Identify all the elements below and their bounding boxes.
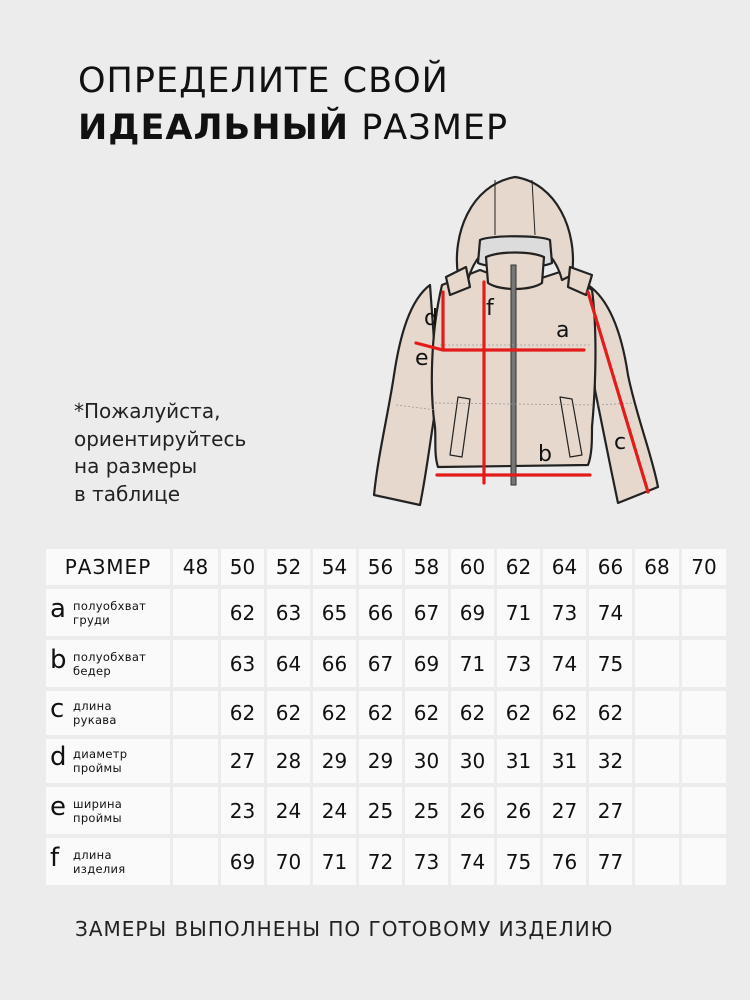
header-size: 60 (451, 549, 494, 585)
table-cell: 73 (405, 838, 448, 885)
table-cell: 77 (589, 838, 632, 885)
size-note (74, 398, 246, 508)
table-cell: 30 (451, 739, 494, 783)
table-cell (173, 787, 218, 834)
header-size: 52 (267, 549, 310, 585)
table-cell (173, 691, 218, 735)
row-label (46, 787, 170, 834)
table-cell (635, 640, 679, 687)
table-cell (173, 640, 218, 687)
table-cell: 62 (267, 691, 310, 735)
table-cell: 62 (451, 691, 494, 735)
header-size: 68 (635, 549, 679, 585)
note-line: *Пожалуйста, (74, 399, 221, 423)
header-size: 66 (589, 549, 632, 585)
row-letter: c (50, 694, 65, 724)
row-label (46, 838, 170, 885)
table-cell (635, 691, 679, 735)
table-cell: 32 (589, 739, 632, 783)
label-d: d (424, 306, 438, 331)
header-size: 64 (543, 549, 586, 585)
label-e: e (415, 346, 429, 371)
table-cell: 74 (589, 589, 632, 636)
header-size: 48 (173, 549, 218, 585)
table-cell: 30 (405, 739, 448, 783)
table-cell (682, 691, 726, 735)
row-label (46, 640, 170, 687)
table-cell: 62 (543, 691, 586, 735)
table-cell: 62 (589, 691, 632, 735)
row-desc: длина (73, 699, 112, 713)
label-a: a (556, 318, 570, 343)
row-desc: полуобхват (73, 649, 147, 664)
table-cell: 69 (221, 838, 264, 885)
table-cell: 62 (405, 691, 448, 735)
table-cell (635, 787, 679, 834)
table-cell (682, 640, 726, 687)
table-cell: 63 (267, 589, 310, 636)
row-label (46, 691, 170, 735)
row-letter: a (50, 593, 66, 624)
table-cell: 24 (267, 787, 310, 834)
table-cell: 73 (497, 640, 540, 687)
header-size: 56 (359, 549, 402, 585)
table-cell: 62 (221, 589, 264, 636)
note-line: ориентируйтесь (74, 426, 247, 451)
row-letter: e (50, 791, 66, 822)
title-bold-word: ИДЕАЛЬНЫЙ (78, 108, 350, 148)
header-size: 54 (313, 549, 356, 585)
row-desc: рукава (73, 713, 117, 727)
note-line: на размеры (74, 454, 198, 478)
table-cell: 64 (267, 640, 310, 687)
row-desc: проймы (73, 810, 122, 825)
table-row (46, 787, 726, 834)
table-cell: 70 (267, 838, 310, 885)
table-cell: 76 (543, 838, 586, 885)
table-cell: 27 (221, 739, 264, 783)
table-cell: 71 (451, 640, 494, 687)
row-desc: длина (73, 847, 112, 862)
table-cell: 62 (221, 691, 264, 735)
page-title (78, 58, 508, 152)
row-desc: диаметр (73, 747, 128, 761)
table-cell: 63 (221, 640, 264, 687)
row-label (46, 739, 170, 783)
table-cell: 28 (267, 739, 310, 783)
table-cell: 71 (497, 589, 540, 636)
label-b: b (538, 442, 552, 467)
table-cell: 75 (497, 838, 540, 885)
table-cell (682, 739, 726, 783)
table-cell: 27 (589, 787, 632, 834)
table-cell (682, 838, 726, 885)
jacket-measurement-diagram (370, 165, 680, 515)
row-desc: полуобхват (73, 598, 147, 613)
header-size: 62 (497, 549, 540, 585)
table-cell: 62 (359, 691, 402, 735)
table-cell: 66 (313, 640, 356, 687)
row-desc: груди (73, 612, 111, 627)
table-cell: 67 (405, 589, 448, 636)
row-letter: b (50, 644, 67, 675)
table-cell: 74 (543, 640, 586, 687)
table-cell: 69 (451, 589, 494, 636)
table-header-row (46, 549, 726, 585)
table-cell (635, 838, 679, 885)
table-cell: 67 (359, 640, 402, 687)
row-desc: бедер (73, 663, 111, 678)
table-cell: 75 (589, 640, 632, 687)
header-size: 58 (405, 549, 448, 585)
row-desc: проймы (73, 761, 122, 775)
table-cell: 62 (497, 691, 540, 735)
measurement-footnote: ЗАМЕРЫ ВЫПОЛНЕНЫ ПО ГОТОВОМУ ИЗДЕЛИЮ (75, 917, 614, 941)
table-row (46, 739, 726, 783)
note-line: в таблице (74, 481, 181, 506)
row-desc: ширина (73, 796, 123, 811)
table-cell: 23 (221, 787, 264, 834)
table-cell: 31 (543, 739, 586, 783)
table-cell (173, 589, 218, 636)
table-cell: 29 (359, 739, 402, 783)
table-cell: 72 (359, 838, 402, 885)
table-cell: 69 (405, 640, 448, 687)
table-cell (635, 589, 679, 636)
table-cell: 73 (543, 589, 586, 636)
table-row (46, 691, 726, 735)
table-cell (173, 838, 218, 885)
table-row (46, 838, 726, 885)
label-f: f (486, 296, 494, 321)
table-cell (173, 739, 218, 783)
label-c: c (614, 430, 627, 455)
table-cell: 25 (405, 787, 448, 834)
table-cell: 71 (313, 838, 356, 885)
table-cell: 62 (313, 691, 356, 735)
title-line-1: ОПРЕДЕЛИТЕ СВОЙ (78, 61, 449, 101)
header-size: 50 (221, 549, 264, 585)
row-letter: f (50, 842, 60, 873)
table-cell: 74 (451, 838, 494, 885)
table-cell: 65 (313, 589, 356, 636)
table-cell: 31 (497, 739, 540, 783)
row-letter: d (50, 742, 67, 772)
table-cell (682, 589, 726, 636)
table-cell: 29 (313, 739, 356, 783)
table-cell: 26 (451, 787, 494, 834)
table-cell: 24 (313, 787, 356, 834)
table-cell: 26 (497, 787, 540, 834)
table-row (46, 589, 726, 636)
table-cell: 25 (359, 787, 402, 834)
title-regular-word: РАЗМЕР (361, 108, 509, 148)
row-label (46, 589, 170, 636)
header-size: 70 (682, 549, 726, 585)
size-table (43, 545, 729, 889)
table-cell: 66 (359, 589, 402, 636)
title-line-2 (78, 105, 508, 152)
row-desc: изделия (73, 861, 126, 876)
header-size-label: РАЗМЕР (46, 549, 170, 585)
table-cell (635, 739, 679, 783)
table-cell: 27 (543, 787, 586, 834)
table-cell (682, 787, 726, 834)
table-row (46, 640, 726, 687)
